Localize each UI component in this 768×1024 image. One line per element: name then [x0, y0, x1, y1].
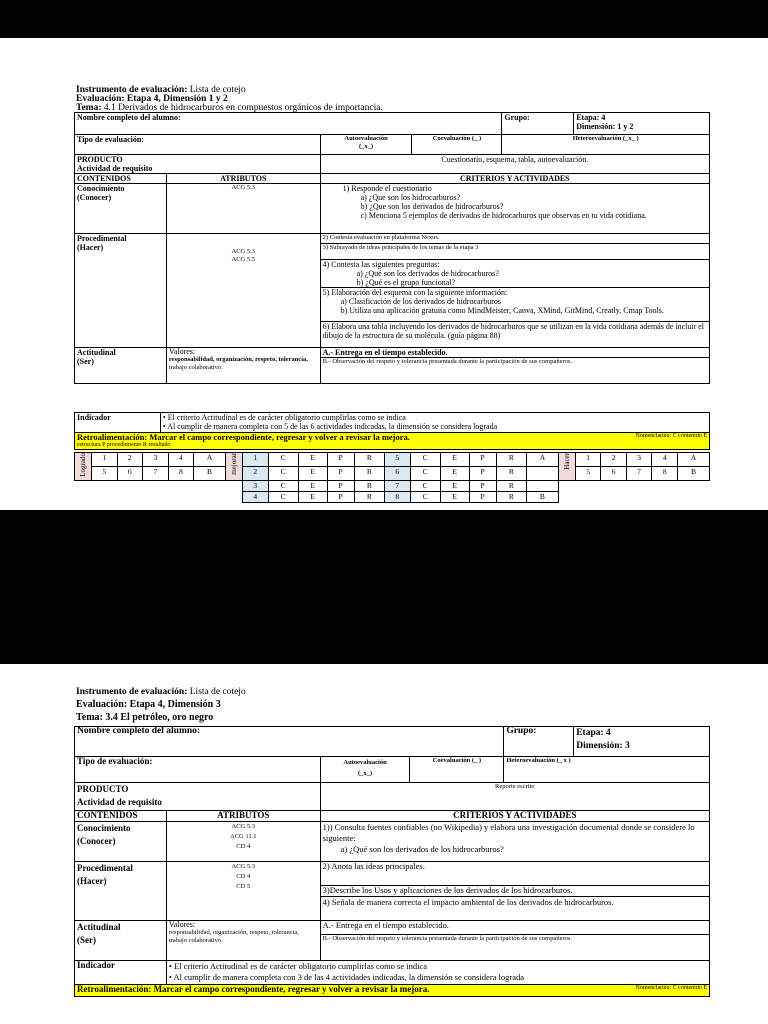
knowledge-attr-2c: CD 4: [236, 843, 251, 850]
hetero-eval-label: Heteroevaluación (_x_ ): [502, 135, 710, 155]
improve-cell[interactable]: 7: [384, 480, 410, 491]
attributes-header: ATRIBUTOS: [166, 174, 320, 184]
achieved-label: Logrado: [79, 453, 87, 477]
improve-cell[interactable]: C: [410, 453, 440, 467]
self-eval-label-2: Autoevaluación: [343, 759, 387, 766]
evaluation-type-label-2: Tipo de evaluación:: [75, 757, 321, 783]
indicator-2: • Al cumplir de manera completa con 5 de las 6 actividades indicadas, la dimensión se considera lograda: [162, 422, 498, 431]
values-list: responsabilidad, organización, respeto, tolerancia,: [168, 356, 308, 363]
procedural-attr-2a: ACG 5.3: [231, 863, 255, 870]
improve-cell[interactable]: E: [440, 453, 469, 467]
stage-label-2: Etapa: 4: [576, 728, 611, 738]
dimension-label: Dimensión: 1 y 2: [576, 122, 634, 131]
feedback-label: Retroalimentación: Marcar el campo correspondiente, regresar y volver a revisar la mejora.: [77, 432, 410, 442]
nomenclature: Nomenclatura: C contenido E: [635, 433, 707, 439]
self-eval-mark: (_x_): [359, 143, 374, 150]
instrument-line: Instrumento de evaluación: Lista de cotejo: [76, 85, 246, 95]
self-eval-label: Autoevaluación: [344, 135, 388, 142]
achieved-cell[interactable]: 1: [92, 453, 118, 467]
criterion2-1: 1)) Consulta fuentes confiables (no Wikipedia) y elabora una investigación documental donde se considere lo siguiente:: [322, 822, 695, 843]
criterion-5b: b) Utiliza una aplicación gratuita como MindMeister, Canva, XMind, GitMind, Creatly, Cmap Tools.: [340, 306, 664, 315]
instrument-line-2: Instrumento de evaluación: Lista de cotejo: [76, 687, 246, 697]
improve-cell[interactable]: C: [268, 453, 298, 467]
improve-cell[interactable]: R: [496, 491, 526, 502]
improve-cell[interactable]: R: [496, 453, 526, 467]
evaluation-table: [74, 112, 710, 384]
do-cell[interactable]: 7: [626, 466, 652, 480]
criterion2-b: B.- Observación del respeto y tolerancia presentada durante la participación de sus compañeros.: [320, 935, 709, 961]
criterion-6: 6) Elabora una tabla incluyendo los derivados de hidrocarburos que se utilizan en la vida cotidiana además de incluir el dibujo de la estructura de su molécula. (guía página 88): [320, 322, 709, 348]
do-label: Hacer: [562, 453, 571, 470]
do-cell[interactable]: 5: [575, 466, 601, 480]
values-list-2: responsabilidad, organización, respeto, tolerancia,: [168, 929, 299, 936]
improve-cell[interactable]: B: [526, 491, 558, 502]
criterion-5: 5) Elaboración del esquema con la siguiente información:: [322, 288, 508, 297]
indicator2-2: • Al cumplir de manera completa con 3 de las 4 actividades indicadas, la dimensión se considera lograda: [168, 972, 525, 982]
do-cell[interactable]: 3: [626, 453, 652, 467]
improve-cell[interactable]: 2: [242, 466, 268, 480]
stage-label: Etapa: 4: [576, 113, 606, 122]
indicator-label-2: Indicador: [75, 961, 167, 985]
procedural-attr-2: ACG 5.5: [231, 256, 255, 263]
attitudinal-sub: (Ser): [77, 357, 94, 366]
improve-cell[interactable]: P: [327, 480, 354, 491]
achieved-cell[interactable]: 3: [143, 453, 169, 467]
knowledge-label-2: Conocimiento: [77, 823, 131, 833]
criteria-header: CRITERIOS Y ACTIVIDADES: [320, 174, 709, 184]
improve-cell[interactable]: 6: [384, 466, 410, 480]
criterion2-1a: a) ¿Qué son los derivados de los hidrocarburos?: [340, 844, 504, 854]
attitudinal-label: Actitudinal: [77, 348, 116, 357]
improve-cell[interactable]: 3: [242, 480, 268, 491]
improve-cell[interactable]: E: [440, 480, 469, 491]
procedural-sub-2: (Hacer): [77, 876, 107, 886]
improve-cell[interactable]: C: [268, 480, 298, 491]
student-name-label: Nombre completo del alumno:: [75, 113, 502, 135]
achieved-cell[interactable]: 7: [143, 466, 169, 480]
improve-cell[interactable]: 1: [242, 453, 268, 467]
improve-cell[interactable]: C: [410, 491, 440, 502]
criterion-4: 4) Contesta las siguientes preguntas:: [322, 260, 440, 269]
values-teamwork: trabajo colaborativo.: [168, 364, 223, 371]
improve-cell[interactable]: P: [327, 466, 354, 480]
improve-cell[interactable]: 4: [242, 491, 268, 502]
improve-cell[interactable]: R: [354, 491, 384, 502]
activity-label: Actividad de requisito: [77, 164, 153, 173]
procedural-label: Procedimental: [77, 234, 127, 243]
achieved-cell[interactable]: 2: [117, 453, 143, 467]
improve-cell[interactable]: R: [354, 453, 384, 467]
achieved-cell[interactable]: A: [194, 453, 226, 467]
criterion2-4: 4) Señala de manera correcta el impacto ambiental de los derivados de hidrocarburos.: [320, 897, 709, 921]
activity-label-2: Actividad de requisito: [77, 797, 162, 807]
dimension-label-2: Dimensión: 3: [576, 741, 630, 751]
improve-cell[interactable]: C: [268, 466, 298, 480]
self-eval-mark-2: (_x_): [358, 770, 373, 777]
improve-cell[interactable]: C: [410, 466, 440, 480]
knowledge-sub-2: (Conocer): [77, 836, 116, 846]
criteria-header-2: CRITERIOS Y ACTIVIDADES: [320, 811, 709, 822]
criterion-1: 1) Responde el cuestionario: [342, 184, 432, 193]
procedural-attr-1: ACG 5.3: [231, 248, 255, 255]
product-value-2: Reporte escrito: [320, 783, 709, 811]
improve-cell[interactable]: E: [298, 453, 327, 467]
improve-label: mejorar: [229, 453, 238, 475]
criterion2-2: 2) Anota las ideas principales.: [320, 862, 709, 886]
criterion-4a: a) ¿Qué son los derivados de hidrocarburos?: [356, 269, 499, 278]
contents-header: CONTENIDOS: [75, 174, 167, 184]
values-label: Valores:: [168, 347, 196, 356]
evaluation-line-2: Evaluación: Etapa 4, Dimensión 3: [76, 699, 221, 710]
achieved-cell[interactable]: 5: [92, 466, 118, 480]
product-label-2: PRODUCTO: [77, 784, 129, 794]
do-cell[interactable]: 4: [652, 453, 678, 467]
improve-cell[interactable]: C: [410, 480, 440, 491]
tema-line: Tema: 4.1 Derivados de hidrocarburos en compuestos orgánicos de importancia.: [76, 103, 383, 113]
criterion-a: A.- Entrega en el tiempo establecido.: [320, 348, 709, 358]
achieved-cell[interactable]: 8: [168, 466, 194, 480]
co-eval-label: Coevaluación (_ ): [412, 135, 502, 155]
hetero-eval-label-2: Heteroevaluación (_ x ): [504, 757, 710, 783]
criterion-4b: b) ¿Qué es el grupo funcional?: [356, 278, 456, 287]
improve-cell[interactable]: [526, 480, 558, 491]
feedback-grid: [74, 452, 710, 503]
attributes-header-2: ATRIBUTOS: [166, 811, 320, 822]
improve-cell[interactable]: E: [298, 466, 327, 480]
improve-cell[interactable]: A: [526, 453, 558, 467]
evaluation-type-label: Tipo de evaluación:: [75, 135, 321, 155]
improve-cell[interactable]: [526, 466, 558, 480]
criterion-5a: a) Clasificación de los derivados de hidrocarburos: [340, 297, 501, 306]
improve-cell[interactable]: 8: [384, 491, 410, 502]
values-teamwork-2: trabajo colaborativo.: [168, 937, 223, 944]
evaluation-table-2: [74, 726, 710, 997]
values-label-2: Valores:: [168, 920, 196, 929]
product-label: PRODUCTO: [77, 155, 123, 164]
criterion-3: 3) Subrayado de ideas principales de los temas de la etapa 3: [320, 244, 709, 260]
attitudinal-label-2: Actitudinal: [77, 922, 121, 932]
improve-cell[interactable]: E: [440, 466, 469, 480]
page-1: [0, 38, 768, 510]
indicator-1: • El criterio Actitudinal es de carácter obligatorio cumplirlas como se indica: [162, 413, 406, 422]
improve-cell[interactable]: P: [327, 491, 354, 502]
page-2: [0, 664, 768, 1024]
improve-cell[interactable]: C: [268, 491, 298, 502]
do-cell[interactable]: B: [677, 466, 709, 480]
achieved-cell[interactable]: B: [194, 466, 226, 480]
improve-cell[interactable]: P: [469, 466, 496, 480]
knowledge-attr-2b: ACG 11.1: [230, 833, 257, 840]
improve-cell[interactable]: R: [354, 480, 384, 491]
improve-cell[interactable]: R: [354, 466, 384, 480]
indicator-table: [74, 412, 710, 450]
evaluation-line: Evaluación: Etapa 4, Dimensión 1 y 2: [76, 94, 228, 104]
procedural-label-2: Procedimental: [77, 863, 133, 873]
improve-cell[interactable]: R: [496, 480, 526, 491]
nomenclature-cont: estructura P procedimiento R resultado: [77, 442, 171, 448]
group-label: Grupo:: [502, 113, 574, 135]
criterion2-3: 3)Describe los Usos y aplicaciones de los derivados de los hidrocarburos.: [320, 886, 709, 897]
improve-cell[interactable]: E: [298, 491, 327, 502]
do-cell[interactable]: 8: [652, 466, 678, 480]
do-cell[interactable]: A: [677, 453, 709, 467]
criterion2-a: A.- Entrega en el tiempo establecido.: [320, 921, 709, 935]
knowledge-label: Conocimiento: [77, 184, 125, 193]
improve-cell[interactable]: E: [440, 491, 469, 502]
knowledge-sub: (Conocer): [77, 193, 112, 202]
criterion-2: 2) Contesta evaluación en plataforma Nexus.: [320, 234, 709, 244]
indicator2-1: • El criterio Actitudinal es de carácter obligatorio cumplirlas como se indica: [168, 961, 428, 971]
improve-cell[interactable]: R: [496, 466, 526, 480]
criterion-b: B.- Observación del respeto y tolerancia presentada durante la participación de sus compañeros.: [320, 358, 709, 384]
criterion-1a: a) ¿Que son los hidrocarburos?: [360, 193, 461, 202]
indicator-label: Indicador: [75, 413, 161, 433]
student-name-label-2: Nombre completo del alumno:: [75, 727, 504, 757]
achieved-cell[interactable]: 6: [117, 466, 143, 480]
improve-cell[interactable]: E: [298, 480, 327, 491]
criterion-1b: b) ¿Que son los derivados de hidrocarburos?: [360, 202, 504, 211]
do-cell[interactable]: 2: [601, 453, 627, 467]
improve-cell[interactable]: P: [469, 453, 496, 467]
criterion-1c: c) Menciona 5 ejemplos de derivados de hidrocarburos que observas en tu vida cotidiana.: [360, 211, 647, 220]
do-cell[interactable]: 1: [575, 453, 601, 467]
contents-header-2: CONTENIDOS: [75, 811, 167, 822]
improve-cell[interactable]: P: [327, 453, 354, 467]
achieved-cell[interactable]: 4: [168, 453, 194, 467]
group-label-2: Grupo:: [504, 727, 574, 757]
procedural-attr-2c: CD 5: [236, 883, 251, 890]
co-eval-label-2: Coevaluación (_ ): [410, 757, 504, 783]
procedural-sub: (Hacer): [77, 243, 104, 252]
feedback-label-2: Retroalimentación: Marcar el campo correspondiente, regresar y volver a revisar la mejora.: [77, 984, 430, 994]
product-value: Cuestionario, esquema, tabla, autoevaluación.: [320, 155, 709, 174]
knowledge-attr-2a: ACG 5.3: [231, 823, 255, 830]
tema-line-2: Tema: 3.4 El petróleo, oro negro: [76, 712, 214, 723]
improve-cell[interactable]: P: [469, 480, 496, 491]
knowledge-attributes: ACG 5.3: [166, 184, 320, 234]
procedural-attr-2b: CD 4: [236, 873, 251, 880]
improve-cell[interactable]: P: [469, 491, 496, 502]
nomenclature-2: Nomenclatura: C contenido E: [635, 985, 707, 991]
improve-cell[interactable]: 5: [384, 453, 410, 467]
attitudinal-sub-2: (Ser): [77, 935, 96, 945]
do-cell[interactable]: 6: [601, 466, 627, 480]
